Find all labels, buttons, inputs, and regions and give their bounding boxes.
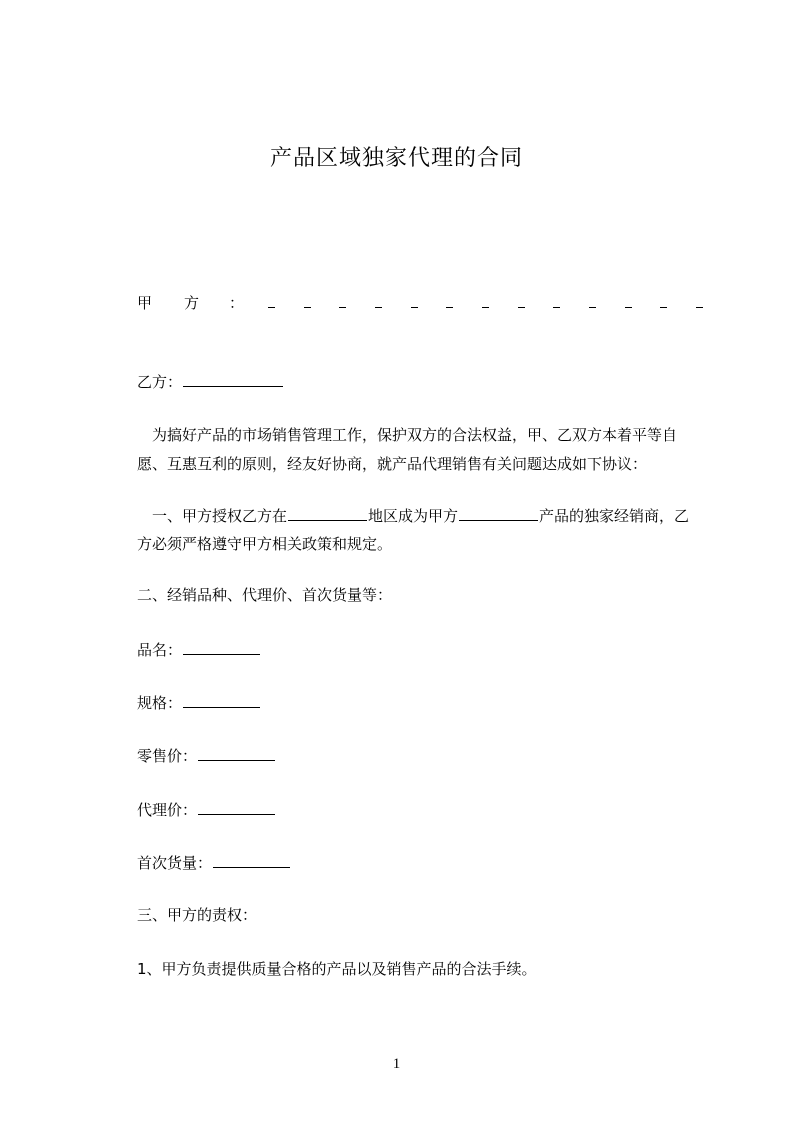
field-product-name-label: 品名： xyxy=(137,641,183,659)
blank-dash xyxy=(482,292,489,308)
blank-dash xyxy=(411,292,418,308)
blank-dash xyxy=(446,292,453,308)
clause-2-heading: 二、经销品种、代理价、首次货量等： xyxy=(137,586,393,604)
preamble-line-2: 愿、互惠互利的原则，经友好协商，就产品代理销售有关问题达成如下协议： xyxy=(137,455,648,473)
page-number: 1 xyxy=(392,1056,401,1072)
field-retail-price xyxy=(137,745,276,766)
field-agent-price xyxy=(137,799,276,820)
party-b-label: 乙方： xyxy=(137,373,183,391)
party-b-line xyxy=(137,371,284,392)
party-a-blank xyxy=(268,292,703,308)
party-a-char1: 甲 xyxy=(137,294,153,312)
blank-dash xyxy=(304,292,311,308)
clause-1-text-c: 产品的独家经销商，乙 xyxy=(539,507,690,525)
blank-dash xyxy=(660,292,667,308)
clause-3-heading: 三、甲方的责权： xyxy=(137,906,258,924)
field-spec xyxy=(137,692,261,713)
blank-dash xyxy=(268,292,275,308)
party-a-line xyxy=(137,292,703,312)
field-product-name-blank xyxy=(183,639,260,655)
preamble-line-1: 为搞好产品的市场销售管理工作，保护双方的合法权益，甲、乙双方本着平等自 xyxy=(137,426,678,444)
field-retail-price-label: 零售价： xyxy=(137,747,198,765)
field-spec-blank xyxy=(183,692,260,708)
clause-1-line-1 xyxy=(137,505,689,526)
blank-dash xyxy=(553,292,560,308)
blank-dash xyxy=(696,292,703,308)
field-retail-price-blank xyxy=(198,745,275,761)
document-title: 产品区域独家代理的合同 xyxy=(269,146,523,171)
field-agent-price-blank xyxy=(198,799,275,815)
field-product-name xyxy=(137,639,261,660)
field-agent-price-label: 代理价： xyxy=(137,801,198,819)
blank-dash xyxy=(339,292,346,308)
clause-1-text-b: 地区成为甲方 xyxy=(368,507,459,525)
blank-dash xyxy=(625,292,632,308)
region-blank xyxy=(288,505,367,521)
blank-dash xyxy=(589,292,596,308)
blank-dash xyxy=(375,292,382,308)
product-blank xyxy=(459,505,538,521)
blank-dash xyxy=(518,292,525,308)
party-a-colon: ： xyxy=(229,294,245,312)
field-first-quantity-label: 首次货量： xyxy=(137,854,213,872)
party-a-char2: 方 xyxy=(184,294,200,312)
clause-1-text-a: 一、甲方授权乙方在 xyxy=(137,507,288,525)
clause-1-line-2: 方必须严格遵守甲方相关政策和规定。 xyxy=(137,535,393,553)
party-b-blank xyxy=(183,371,283,387)
field-spec-label: 规格： xyxy=(137,694,183,712)
field-first-quantity xyxy=(137,852,291,873)
clause-3-item-1: 1、甲方负责提供质量合格的产品以及销售产品的合法手续。 xyxy=(137,960,537,978)
field-first-quantity-blank xyxy=(213,852,290,868)
